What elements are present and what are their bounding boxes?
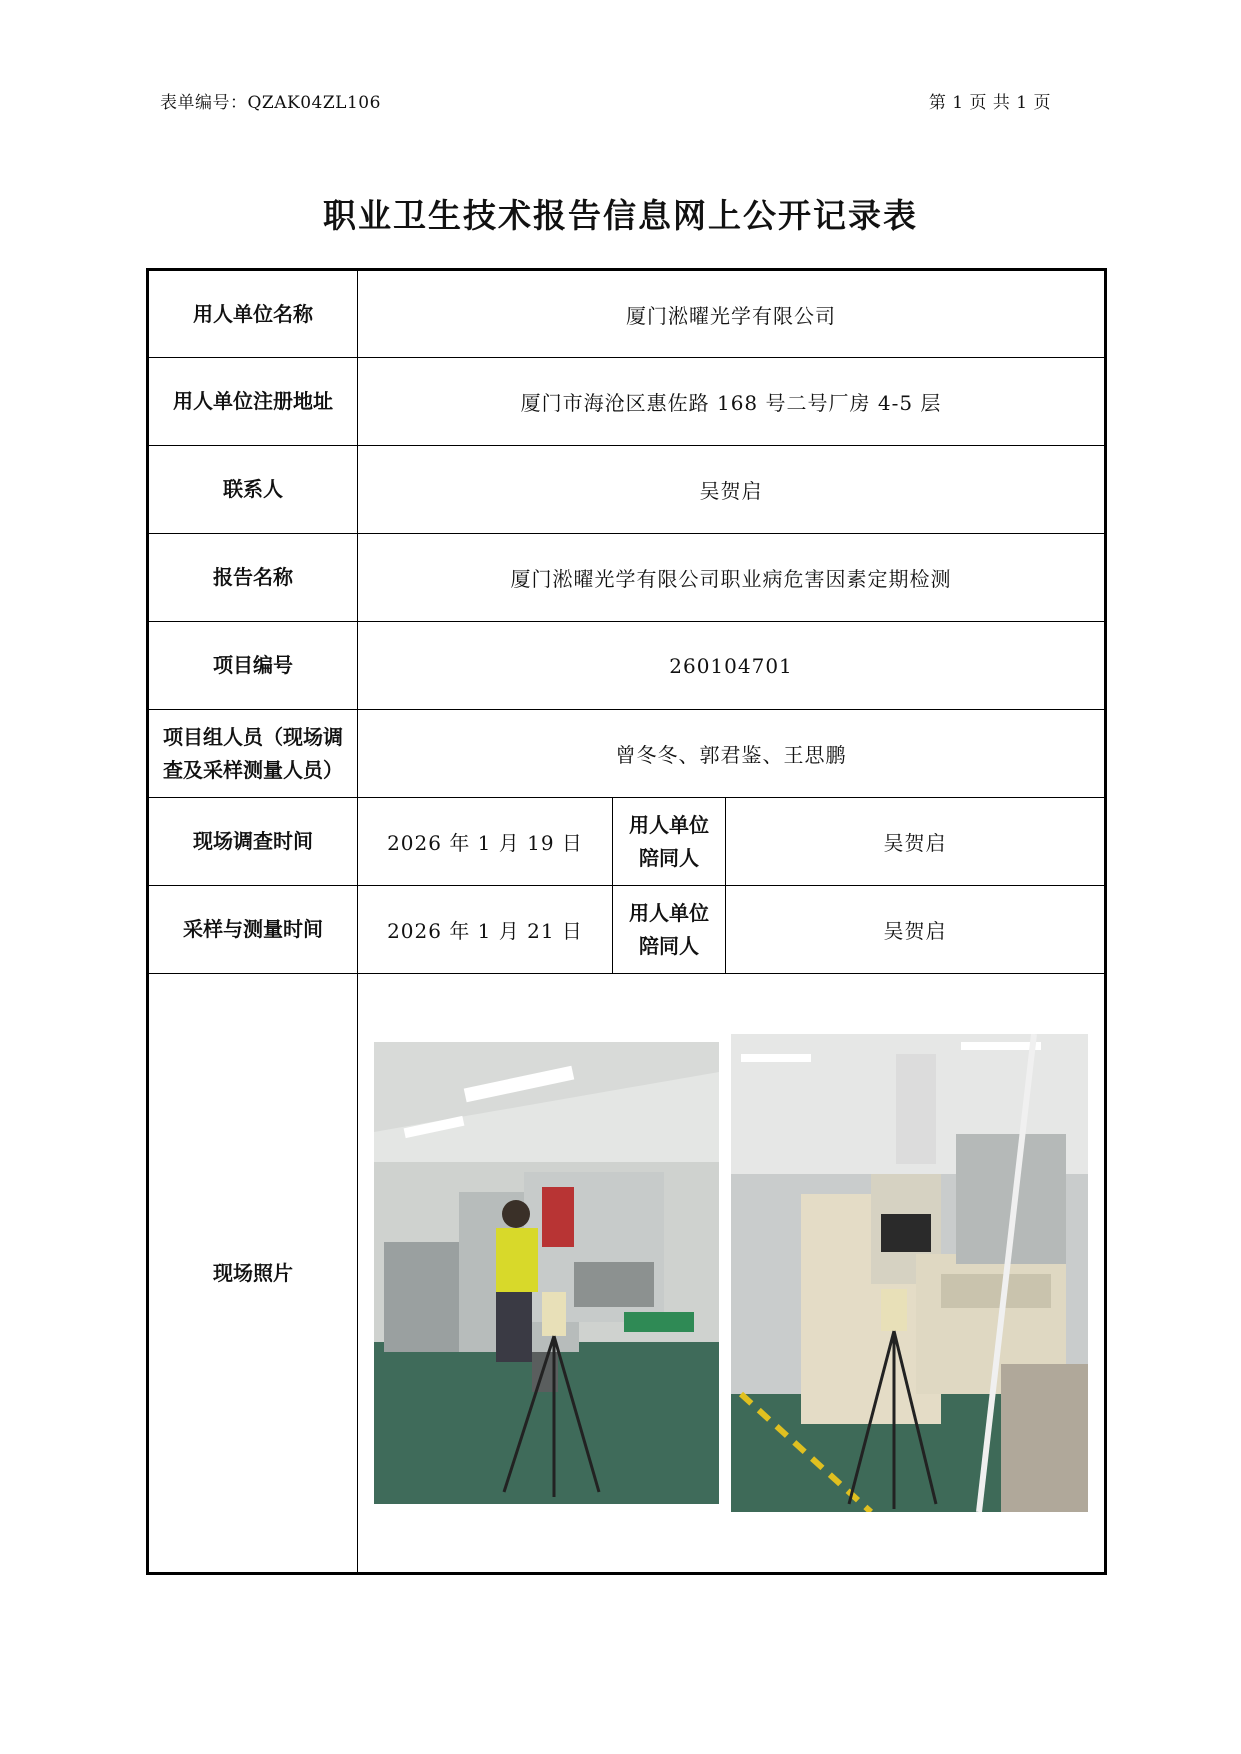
contact-label: 联系人 bbox=[148, 446, 358, 534]
employer-name-label: 用人单位名称 bbox=[148, 270, 358, 358]
row-sampling-time bbox=[148, 886, 1106, 974]
row-site-photos bbox=[148, 974, 1106, 1574]
site-photo-1 bbox=[374, 1042, 719, 1504]
site-photos-cell bbox=[358, 974, 1106, 1574]
survey-time-label: 现场调查时间 bbox=[148, 798, 358, 886]
employer-address-value: 厦门市海沧区惠佐路 168 号二号厂房 4-5 层 bbox=[358, 358, 1106, 446]
employer-name-value: 厦门淞曜光学有限公司 bbox=[358, 270, 1106, 358]
project-team-value: 曾冬冬、郭君鉴、王思鹏 bbox=[358, 710, 1106, 798]
row-employer-address bbox=[148, 358, 1106, 446]
row-employer-name bbox=[148, 270, 1106, 358]
form-number: 表单编号：QZAK04ZL106 bbox=[160, 93, 381, 113]
row-survey-time bbox=[148, 798, 1106, 886]
row-report-name bbox=[148, 534, 1106, 622]
survey-companion-value: 吴贺启 bbox=[726, 798, 1106, 886]
row-project-team bbox=[148, 710, 1106, 798]
project-team-label-line1: 项目组人员（现场调 bbox=[163, 724, 343, 749]
row-contact bbox=[148, 446, 1106, 534]
survey-companion-label-line2: 陪同人 bbox=[639, 845, 699, 870]
sampling-companion-label bbox=[613, 886, 726, 974]
page-title: 职业卫生技术报告信息网上公开记录表 bbox=[323, 196, 918, 235]
project-number-label: 项目编号 bbox=[148, 622, 358, 710]
survey-time-value: 2026 年 1 月 19 日 bbox=[358, 798, 613, 886]
record-table bbox=[146, 268, 1107, 1575]
survey-companion-label bbox=[613, 798, 726, 886]
contact-value: 吴贺启 bbox=[358, 446, 1106, 534]
sampling-time-value: 2026 年 1 月 21 日 bbox=[358, 886, 613, 974]
photo-strip bbox=[364, 1034, 1098, 1512]
site-photo-2 bbox=[731, 1034, 1088, 1512]
row-project-number bbox=[148, 622, 1106, 710]
project-number-value: 260104701 bbox=[358, 622, 1106, 710]
sampling-companion-label-line1: 用人单位 bbox=[629, 900, 709, 925]
sampling-companion-label-line2: 陪同人 bbox=[639, 933, 699, 958]
report-name-value: 厦门淞曜光学有限公司职业病危害因素定期检测 bbox=[358, 534, 1106, 622]
employer-address-label: 用人单位注册地址 bbox=[148, 358, 358, 446]
project-team-label bbox=[148, 710, 358, 798]
site-photos-label: 现场照片 bbox=[148, 974, 358, 1574]
sampling-companion-value: 吴贺启 bbox=[726, 886, 1106, 974]
survey-companion-label-line1: 用人单位 bbox=[629, 812, 709, 837]
project-team-label-line2: 查及采样测量人员） bbox=[163, 757, 343, 782]
page-indicator: 第 1 页 共 1 页 bbox=[928, 93, 1051, 113]
sampling-time-label: 采样与测量时间 bbox=[148, 886, 358, 974]
report-name-label: 报告名称 bbox=[148, 534, 358, 622]
